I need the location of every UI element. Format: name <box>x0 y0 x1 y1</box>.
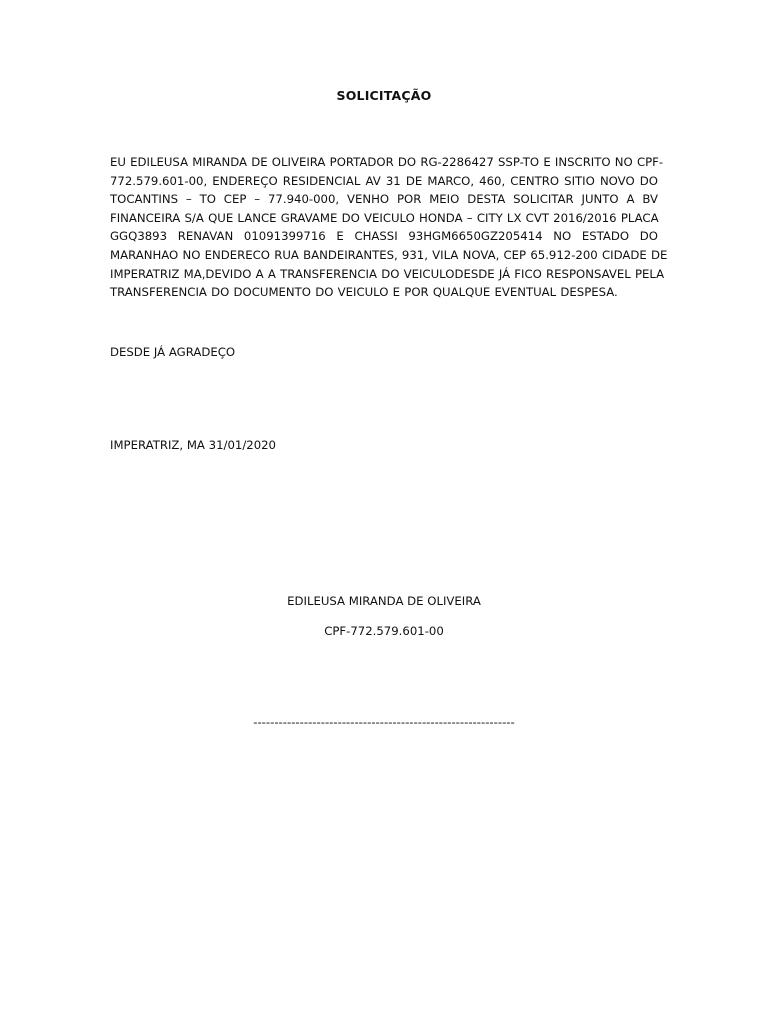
paragraph-line: GGQ3893 RENAVAN 01091399716 E CHASSI 93HGM6650GZ205414 NO ESTADO DO <box>110 229 658 244</box>
paragraph-line: TOCANTINS – TO CEP – 77.940-000, VENHO POR MEIO DESTA SOLICITAR JUNTO A BV <box>110 192 658 207</box>
request-paragraph <box>110 153 668 302</box>
signatory-cpf: CPF-772.579.601-00 <box>324 624 444 638</box>
document-title: SOLICITAÇÃO <box>336 88 432 103</box>
paragraph-line: EU EDILEUSA MIRANDA DE OLIVEIRA PORTADOR DO RG-2286427 SSP-TO E INSCRITO NO CPF- <box>110 155 664 169</box>
paragraph-line: IMPERATRIZ MA,DEVIDO A A TRANSFERENCIA DO VEICULODESDE JÁ FICO RESPONSAVEL PELA <box>110 266 665 281</box>
paragraph-line: MARANHAO NO ENDERECO RUA BANDEIRANTES, 931, VILA NOVA, CEP 65.912-200 CIDADE DE <box>110 247 668 262</box>
paragraph-line: FINANCEIRA S/A QUE LANCE GRAVAME DO VEICULO HONDA – CITY LX CVT 2016/2016 PLACA <box>110 210 659 225</box>
paragraph-line: 772.579.601-00, ENDEREÇO RESIDENCIAL AV 31 DE MARCO, 460, CENTRO SITIO NOVO DO <box>110 173 658 188</box>
signatory-name: EDILEUSA MIRANDA DE OLIVEIRA <box>287 594 481 608</box>
signature-line: -------------------------------------------------------------- <box>253 715 515 729</box>
paragraph-line: TRANSFERENCIA DO DOCUMENTO DO VEICULO E POR QUALQUE EVENTUAL DESPESA. <box>110 285 618 300</box>
closing-thanks: DESDE JÁ AGRADEÇO <box>110 345 236 359</box>
place-and-date: IMPERATRIZ, MA 31/01/2020 <box>110 438 276 452</box>
